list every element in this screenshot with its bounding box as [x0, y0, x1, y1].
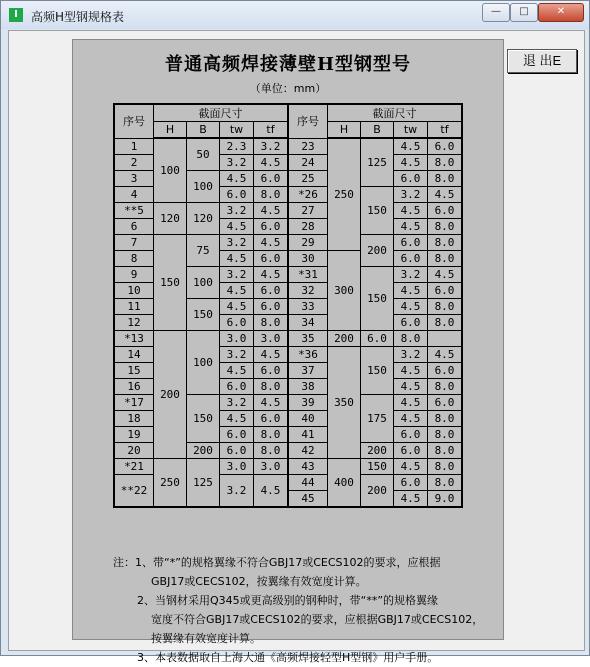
header-section-right: 截面尺寸: [328, 104, 463, 122]
seq-cell: *26: [288, 187, 328, 203]
header-tw-left: tw: [220, 122, 254, 139]
tf-cell: 8.0: [428, 315, 463, 331]
tw-cell: 6.0: [220, 427, 254, 443]
seq-cell: 19: [114, 427, 154, 443]
seq-cell: 18: [114, 411, 154, 427]
seq-cell: 45: [288, 491, 328, 508]
client-area: [8, 30, 585, 664]
seq-cell: 34: [288, 315, 328, 331]
header-tf-right: tf: [428, 122, 463, 139]
tw-cell: 3.2: [220, 475, 254, 508]
tw-cell: 3.2: [394, 267, 428, 283]
seq-cell: 20: [114, 443, 154, 459]
tw-cell: 4.5: [394, 299, 428, 315]
tw-cell: 6.0: [394, 235, 428, 251]
b-cell: 150: [361, 267, 394, 331]
tw-cell: 6.0: [220, 315, 254, 331]
seq-cell: *17: [114, 395, 154, 411]
tw-cell: 6.0: [220, 187, 254, 203]
seq-cell: 9: [114, 267, 154, 283]
tw-cell: 4.5: [220, 171, 254, 187]
b-cell: 100: [187, 267, 220, 299]
tw-cell: 6.0: [394, 475, 428, 491]
b-cell: 200: [361, 475, 394, 508]
header-b-right: B: [361, 122, 394, 139]
tw-cell: 6.0: [394, 315, 428, 331]
tf-cell: 8.0: [428, 299, 463, 315]
seq-cell: 4: [114, 187, 154, 203]
tf-cell: 3.0: [254, 331, 289, 347]
tf-cell: 8.0: [254, 427, 289, 443]
b-cell: 175: [361, 395, 394, 443]
seq-cell: 15: [114, 363, 154, 379]
tf-cell: 6.0: [428, 283, 463, 299]
tw-cell: 6.0: [220, 443, 254, 459]
window-title: 高频H型钢规格表: [31, 10, 125, 24]
tw-cell: 3.2: [394, 347, 428, 363]
tf-cell: 9.0: [428, 491, 463, 508]
header-h-right: H: [328, 122, 361, 139]
h-cell: 350: [328, 347, 361, 459]
tw-cell: 3.2: [220, 203, 254, 219]
tf-cell: 6.0: [428, 138, 463, 155]
note-2-cont-2: 按翼缘有效宽度计算。: [151, 632, 261, 645]
tf-cell: 4.5: [428, 267, 463, 283]
seq-cell: *36: [288, 347, 328, 363]
h-cell: 250: [154, 459, 187, 508]
note-1: 注：1、带“*”的规格翼缘不符合GBJ17或CECS102的要求，应根据: [113, 556, 441, 569]
tw-cell: 4.5: [220, 219, 254, 235]
tw-cell: 6.0: [394, 427, 428, 443]
seq-cell: 29: [288, 235, 328, 251]
tf-cell: 4.5: [254, 203, 289, 219]
tf-cell: 8.0: [428, 427, 463, 443]
tf-cell: 8.0: [428, 155, 463, 171]
tf-cell: 6.0: [254, 299, 289, 315]
seq-cell: 40: [288, 411, 328, 427]
b-cell: 150: [361, 459, 394, 475]
table-row: [114, 459, 462, 475]
seq-cell: **5: [114, 203, 154, 219]
tf-cell: 3.0: [254, 459, 289, 475]
tf-cell: 6.0: [254, 283, 289, 299]
tf-cell: 4.5: [428, 347, 463, 363]
tw-cell: 4.5: [394, 379, 428, 395]
seq-cell: 2: [114, 155, 154, 171]
seq-cell: 1: [114, 138, 154, 155]
seq-cell: 44: [288, 475, 328, 491]
tf-cell: 4.5: [254, 347, 289, 363]
tf-cell: 8.0: [428, 171, 463, 187]
table-row: [114, 331, 462, 347]
seq-cell: 8: [114, 251, 154, 267]
title-bar[interactable]: [1, 1, 589, 29]
tw-cell: 3.2: [220, 267, 254, 283]
tw-cell: 4.5: [394, 459, 428, 475]
tf-cell: 8.0: [254, 379, 289, 395]
seq-cell: 10: [114, 283, 154, 299]
i-beam-icon: I: [9, 8, 23, 22]
seq-cell: 3: [114, 171, 154, 187]
tf-cell: 8.0: [394, 331, 428, 347]
b-cell: 120: [187, 203, 220, 235]
seq-cell: 41: [288, 427, 328, 443]
b-cell: 150: [361, 187, 394, 235]
seq-cell: 6: [114, 219, 154, 235]
tw-cell: 6.0: [394, 171, 428, 187]
tw-cell: 6.0: [361, 331, 394, 347]
table-row: [114, 138, 462, 155]
seq-cell: 32: [288, 283, 328, 299]
b-cell: 200: [328, 331, 361, 347]
tf-cell: 8.0: [254, 187, 289, 203]
tf-cell: 8.0: [428, 219, 463, 235]
tw-cell: 4.5: [394, 395, 428, 411]
b-cell: 125: [361, 138, 394, 187]
tw-cell: 4.5: [394, 363, 428, 379]
tf-cell: 6.0: [254, 219, 289, 235]
tf-cell: 6.0: [254, 363, 289, 379]
tf-cell: 8.0: [254, 315, 289, 331]
table-row: [114, 203, 462, 219]
b-cell: 50: [187, 138, 220, 171]
seq-cell: 35: [288, 331, 328, 347]
tf-cell: 6.0: [254, 171, 289, 187]
seq-cell: 27: [288, 203, 328, 219]
header-tf-left: tf: [254, 122, 289, 139]
tw-cell: 4.5: [220, 363, 254, 379]
spec-table: [113, 103, 463, 508]
b-cell: 200: [361, 235, 394, 267]
seq-cell: 24: [288, 155, 328, 171]
h-cell: 200: [154, 331, 187, 459]
h-cell: 100: [154, 138, 187, 203]
tf-cell: 8.0: [428, 251, 463, 267]
tf-cell: 4.5: [254, 155, 289, 171]
b-cell: 150: [361, 347, 394, 395]
header-seq-right: 序号: [288, 104, 328, 138]
seq-cell: *13: [114, 331, 154, 347]
seq-cell: 33: [288, 299, 328, 315]
tf-cell: 8.0: [428, 379, 463, 395]
tw-cell: 3.0: [220, 459, 254, 475]
sheet-unit: （单位：mm）: [249, 82, 327, 95]
tw-cell: 4.5: [220, 299, 254, 315]
tw-cell: 3.0: [220, 331, 254, 347]
header-h-left: H: [154, 122, 187, 139]
sheet-title: 普通高频焊接薄壁H型钢型号: [164, 54, 411, 75]
spec-sheet-panel: [72, 39, 504, 664]
tf-cell: 6.0: [428, 203, 463, 219]
tf-cell: 4.5: [254, 475, 289, 508]
tf-cell: 8.0: [428, 475, 463, 491]
tw-cell: 4.5: [394, 491, 428, 508]
b-cell: 75: [187, 235, 220, 267]
b-cell: 150: [187, 299, 220, 331]
header-tw-right: tw: [394, 122, 428, 139]
tw-cell: 6.0: [394, 443, 428, 459]
tf-cell: 4.5: [428, 187, 463, 203]
tf-cell: 6.0: [254, 411, 289, 427]
tw-cell: 4.5: [394, 155, 428, 171]
tf-cell: 8.0: [254, 443, 289, 459]
tw-cell: 4.5: [220, 283, 254, 299]
seq-cell: 14: [114, 347, 154, 363]
tw-cell: 4.5: [394, 219, 428, 235]
seq-cell: 16: [114, 379, 154, 395]
seq-cell: 28: [288, 219, 328, 235]
seq-cell: 7: [114, 235, 154, 251]
close-button[interactable]: ✕: [538, 3, 584, 22]
tf-cell: 6.0: [428, 363, 463, 379]
tw-cell: 2.3: [220, 138, 254, 155]
seq-cell: 30: [288, 251, 328, 267]
minimize-button[interactable]: —: [482, 3, 510, 22]
h-cell: 400: [328, 459, 361, 508]
tw-cell: 4.5: [394, 411, 428, 427]
tf-cell: 8.0: [428, 411, 463, 427]
seq-cell: 42: [288, 443, 328, 459]
tw-cell: 3.2: [394, 187, 428, 203]
note-1-cont: GBJ17或CECS102，按翼缘有效宽度计算。: [151, 575, 367, 588]
seq-cell: 25: [288, 171, 328, 187]
header-section-left: 截面尺寸: [154, 104, 289, 122]
note-3: 3、本表数据取自上海大通《高频焊接轻型H型钢》用户手册。: [137, 651, 439, 664]
seq-cell: 38: [288, 379, 328, 395]
maximize-button[interactable]: □: [510, 3, 538, 22]
tf-cell: 8.0: [428, 235, 463, 251]
tw-cell: 3.2: [220, 395, 254, 411]
tf-cell: 4.5: [254, 235, 289, 251]
tw-cell: 4.5: [220, 411, 254, 427]
h-cell: 300: [328, 251, 361, 331]
tf-cell: 6.0: [254, 251, 289, 267]
h-cell: 120: [154, 203, 187, 235]
table-row: [114, 235, 462, 251]
seq-cell: 43: [288, 459, 328, 475]
seq-cell: *21: [114, 459, 154, 475]
b-cell: 150: [187, 395, 220, 443]
tf-cell: 4.5: [254, 395, 289, 411]
tw-cell: 6.0: [220, 379, 254, 395]
tw-cell: 4.5: [394, 138, 428, 155]
h-cell: 250: [328, 138, 361, 251]
seq-cell: 37: [288, 363, 328, 379]
tf-cell: 6.0: [428, 395, 463, 411]
note-2-cont: 宽度不符合GBJ17或CECS102的要求，应根据GBJ17或CECS102，: [151, 613, 484, 626]
note-2: 2、当钢材采用Q345或更高级别的钢种时，带“**”的规格翼缘: [137, 594, 439, 607]
tw-cell: 3.2: [220, 347, 254, 363]
header-seq-left: 序号: [114, 104, 154, 138]
tw-cell: 3.2: [220, 155, 254, 171]
b-cell: 200: [187, 443, 220, 459]
tf-cell: 8.0: [428, 443, 463, 459]
seq-cell: 11: [114, 299, 154, 315]
notes-block: [113, 553, 498, 667]
tf-cell: 3.2: [254, 138, 289, 155]
tf-cell: 8.0: [428, 459, 463, 475]
tw-cell: 4.5: [394, 203, 428, 219]
b-cell: 100: [187, 331, 220, 395]
b-cell: 100: [187, 171, 220, 203]
tw-cell: 4.5: [394, 283, 428, 299]
seq-cell: 39: [288, 395, 328, 411]
tw-cell: 4.5: [220, 251, 254, 267]
b-cell: 125: [187, 459, 220, 508]
exit-button[interactable]: 退 出E: [507, 49, 577, 73]
tf-cell: 4.5: [254, 267, 289, 283]
seq-cell: **22: [114, 475, 154, 508]
header-b-left: B: [187, 122, 220, 139]
tw-cell: 3.2: [220, 235, 254, 251]
seq-cell: 23: [288, 138, 328, 155]
seq-cell: 12: [114, 315, 154, 331]
tw-cell: 6.0: [394, 251, 428, 267]
h-cell: 150: [154, 235, 187, 331]
b-cell: 200: [361, 443, 394, 459]
seq-cell: *31: [288, 267, 328, 283]
